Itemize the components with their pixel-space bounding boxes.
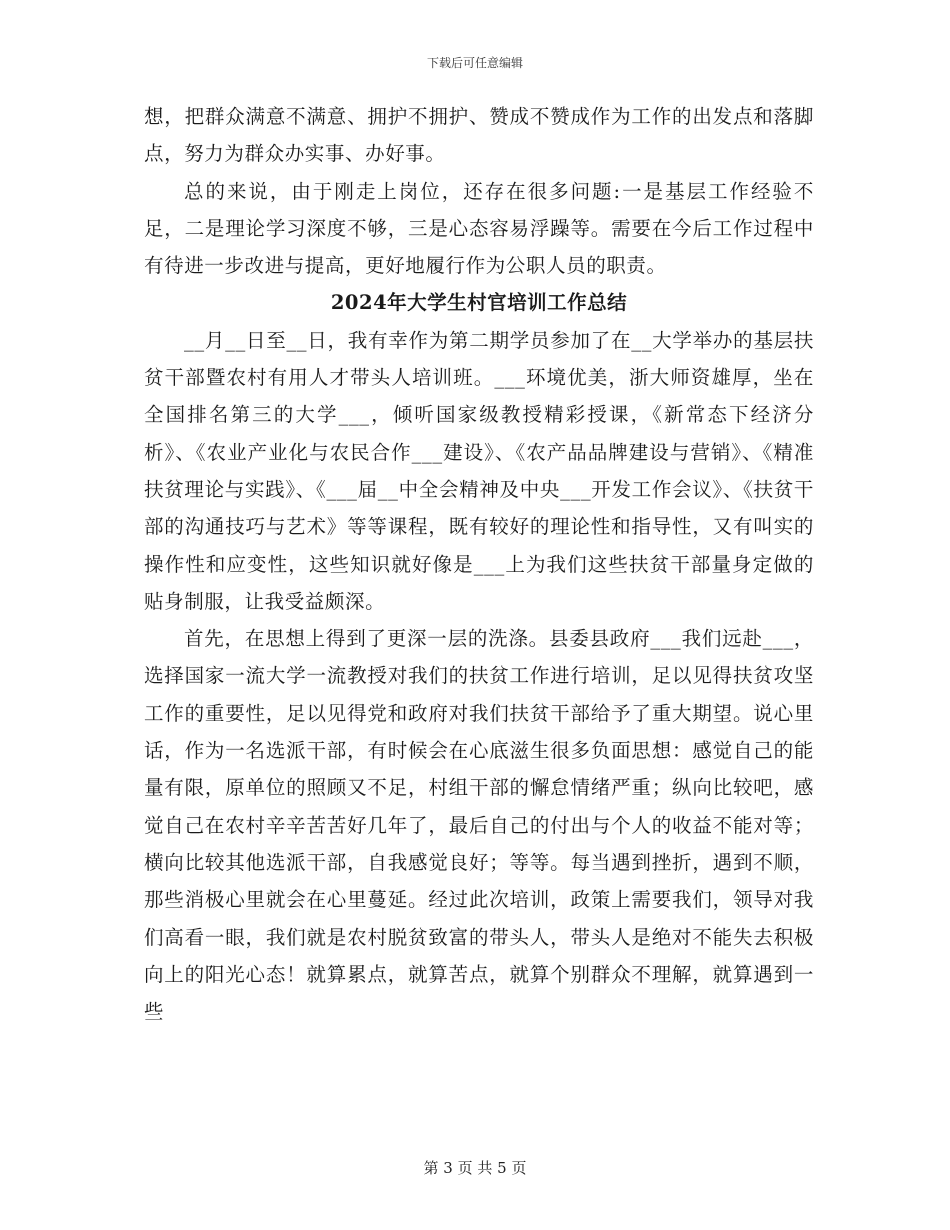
page-footer: 第 3 页 共 5 页 <box>423 1159 527 1177</box>
paragraph-first-point: 首先，在思想上得到了更深一层的洗涤。县委县政府___我们远赴___，选择国家一流大学一流教授对我们的扶贫工作进行培训，足以见得扶贫攻坚工作的重要性，足以见得党和政府对我们扶贫干部给予了重大期望。说心里话，作为一名选派干部，有时候会在心底滋生很多负面思想：感觉自己的能量有限，原单位的照顾又不足，村组干部的懈怠情绪严重；纵向比较吧，感觉自己在农村辛辛苦苦好几年了，最后自己的付出与个人的收益不能对等；横向比较其他选派干部，自我感觉良好；等等。每当遇到挫折，遇到不顺，那些消极心里就会在心里蔓延。经过此次培训，政策上需要我们，领导对我们高看一眼，我们就是农村脱贫致富的带头人，带头人是绝对不能失去积极向上的阳光心态！就算累点，就算苦点，就算个别群众不理解，就算遇到一些 <box>144 627 814 1024</box>
paragraph-continuation: 想，把群众满意不满意、拥护不拥护、赞成不赞成作为工作的出发点和落脚点，努力为群众办实事、办好事。 <box>144 105 814 166</box>
document-title: 2024年大学生村官培训工作总结 <box>330 291 628 315</box>
paragraph-intro: __月__日至__日，我有幸作为第二期学员参加了在__大学举办的基层扶贫干部暨农村有用人才带头人培训班。___环境优美，浙大师资雄厚，坐在全国排名第三的大学___，倾听国家级教授精彩授课，《新常态下经济分析》、《农业产业化与农民合作___建设》、《农产品品牌建设与营销》、《精准扶贫理论与实践》、《___届__中全会精神及中央___开发工作会议》、《扶贫干部的沟通技巧与艺术》等等课程，既有较好的理论性和指导性，又有叫实的操作性和应变性，这些知识就好像是___上为我们这些扶贫干部量身定做的贴身制服，让我受益颇深。 <box>144 328 814 613</box>
document-body <box>144 98 814 1030</box>
paragraph-summary: 总的来说，由于刚走上岗位，还存在很多问题:一是基层工作经验不足，二是理论学习深度不够，三是心态容易浮躁等。需要在今后工作过程中有待进一步改进与提高，更好地履行作为公职人员的职责。 <box>144 179 814 278</box>
page-header: 下载后可任意编辑 <box>426 56 523 70</box>
